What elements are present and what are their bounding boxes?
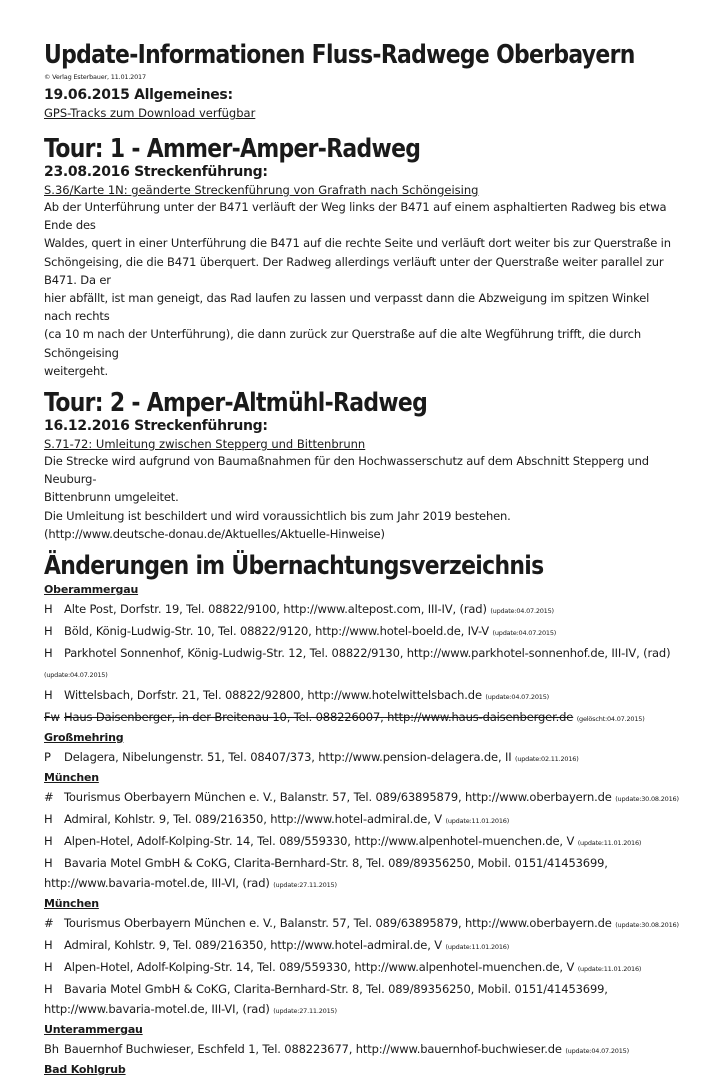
tour2-detour-link[interactable]: S.71-72: Umleitung zwischen Stepperg und Bittenbrunn <box>44 437 366 452</box>
accommodation-changes-list <box>44 583 680 1076</box>
entry-update-note: (update:30.08.2016) <box>615 795 679 804</box>
tour1-route-link[interactable]: S.36/Karte 1N: geänderte Streckenführung von Grafrath nach Schöngeising <box>44 183 479 197</box>
entry-type: H <box>44 602 53 617</box>
accommodation-entry <box>44 1039 680 1061</box>
document-title: Update-Informationen Fluss-Radwege Oberbayern <box>44 40 635 70</box>
entry-details: Alpen-Hotel, Adolf-Kolping-Str. 14, Tel. 089/559330, http://www.alpenhotel-muenchen.de, V <box>64 960 575 975</box>
entry-type: H <box>44 982 53 997</box>
entry-type: H <box>44 856 53 871</box>
copyright-notice: © Verlag Esterbauer, 11.01.2017 <box>44 73 146 81</box>
entry-type: H <box>44 688 53 703</box>
accommodation-entry <box>44 913 680 935</box>
tour1-date-heading: 23.08.2016 Streckenführung: <box>44 164 268 180</box>
tour1-line: (ca 10 m nach der Unterführung), die dann zurück zur Querstraße auf die alte Wegführung trifft, die durch Schöngeising <box>44 327 641 360</box>
entry-type: H <box>44 812 53 827</box>
entry-type: H <box>44 960 53 975</box>
tour1-line: Ab der Unterführung unter der B471 verläuft der Weg links der B471 auf einem asphaltierten Radweg bis etwa Ende des <box>44 200 667 233</box>
entry-update-note: (update:04.07.2015) <box>485 693 549 702</box>
accommodation-entry <box>44 747 680 769</box>
general-date-heading: 19.06.2015 Allgemeines: <box>44 87 233 103</box>
tour1-line: hier abfällt, ist man geneigt, das Rad laufen zu lassen und verpasst dann die Abzweigung im spitzen Winkel nach rechts <box>44 291 650 324</box>
tour2-date-heading: 16.12.2016 Streckenführung: <box>44 418 268 435</box>
entry-details: Haus Daisenberger, in der Breitenau 10, Tel. 088226007, http://www.haus-daisenberger.de <box>64 710 574 725</box>
entry-update-note: (update:04.07.2015) <box>490 607 554 616</box>
accommodation-entry <box>44 643 680 685</box>
entry-type: H <box>44 624 53 639</box>
entry-details: Delagera, Nibelungenstr. 51, Tel. 08407/373, http://www.pension-delagera.de, II <box>64 750 512 765</box>
entry-update-note: (update:27.11.2015) <box>273 1007 337 1016</box>
entry-update-note: (gelöscht:04.07.2015) <box>576 715 645 724</box>
entry-details: Bavaria Motel GmbH & CoKG, Clarita-Bernhard-Str. 8, Tel. 089/89356250, Mobil. 0151/41453699, http://www.bavaria-motel.de, III-VI, (rad) <box>44 982 608 1017</box>
entry-type: Fw <box>44 710 60 725</box>
tour1-description <box>44 198 680 380</box>
entry-details: Alpen-Hotel, Adolf-Kolping-Str. 14, Tel. 089/559330, http://www.alpenhotel-muenchen.de, V <box>64 834 575 849</box>
accommodation-entry <box>44 621 680 643</box>
tour2-line: Die Umleitung ist beschildert und wird voraussichtlich bis zum Jahr 2019 bestehen. <box>44 508 511 523</box>
entry-type: # <box>44 790 54 805</box>
entry-type: H <box>44 646 53 661</box>
accommodation-entry <box>44 809 680 831</box>
entry-update-note: (update:11.01.2016) <box>577 839 642 848</box>
entry-details: Bauernhof Buchwieser, Eschfeld 1, Tel. 088223677, http://www.bauernhof-buchwieser.de <box>64 1042 562 1057</box>
tour2-line: (http://www.deutsche-donau.de/Aktuelles/Aktuelle-Hinweise) <box>44 526 385 541</box>
gps-tracks-link[interactable]: GPS-Tracks zum Download verfügbar <box>44 106 256 120</box>
tour1-line: weitergeht. <box>44 363 108 378</box>
accommodation-entry <box>44 853 680 895</box>
entry-details: Admiral, Kohlstr. 9, Tel. 089/216350, http://www.hotel-admiral.de, V <box>64 812 442 827</box>
changes-title: Änderungen im Übernachtungsverzeichnis <box>44 551 544 582</box>
tour2-title: Tour: 2 - Amper-Altmühl-Radweg <box>44 388 428 419</box>
accommodation-entry <box>44 707 680 729</box>
entry-type: P <box>44 750 51 765</box>
entry-details: Tourismus Oberbayern München e. V., Balanstr. 57, Tel. 089/63895879, http://www.oberbayern.de <box>64 790 612 805</box>
tour1-title: Tour: 1 - Ammer-Amper-Radweg <box>44 134 421 164</box>
accommodation-entry <box>44 787 680 809</box>
entry-update-note: (update:04.07.2015) <box>492 629 557 638</box>
entry-update-note: (update:02.11.2016) <box>514 755 579 764</box>
entry-update-note: (update:27.11.2015) <box>273 881 337 890</box>
place-heading: Bad Kohlgrub <box>44 1063 126 1076</box>
accommodation-entry <box>44 599 680 621</box>
entry-update-note: (update:30.08.2016) <box>615 921 679 930</box>
entry-update-note: (update:11.01.2016) <box>445 943 510 952</box>
entry-details: Wittelsbach, Dorfstr. 21, Tel. 08822/92800, http://www.hotelwittelsbach.de <box>64 688 482 703</box>
tour2-line: Bittenbrunn umgeleitet. <box>44 490 179 505</box>
accommodation-entry <box>44 957 680 979</box>
place-heading: Unterammergau <box>44 1023 143 1037</box>
accommodation-entry <box>44 935 680 957</box>
entry-update-note: (update:11.01.2016) <box>445 817 510 826</box>
entry-type: H <box>44 834 53 849</box>
tour1-line: Schöngeising, die die B471 überquert. Der Radweg allerdings verläuft unter der Querstraße weiter parallel zur B471. Da er <box>44 254 664 287</box>
tour2-line: Die Strecke wird aufgrund von Baumaßnahmen für den Hochwasserschutz auf dem Abschnitt Stepperg und Neuburg- <box>44 454 649 487</box>
entry-update-note: (update:04.07.2015) <box>565 1047 629 1056</box>
entry-details: Alte Post, Dorfstr. 19, Tel. 08822/9100, http://www.altepost.com, III-IV, (rad) <box>64 602 487 617</box>
tour2-description <box>44 452 680 543</box>
entry-details: Admiral, Kohlstr. 9, Tel. 089/216350, http://www.hotel-admiral.de, V <box>64 938 442 953</box>
entry-details: Böld, König-Ludwig-Str. 10, Tel. 08822/9120, http://www.hotel-boeld.de, IV-V <box>64 624 490 639</box>
entry-details: Parkhotel Sonnenhof, König-Ludwig-Str. 12, Tel. 08822/9130, http://www.parkhotel-sonnenhof.de, III-IV, (rad) <box>64 646 671 661</box>
accommodation-entry <box>44 685 680 707</box>
place-heading: München <box>44 771 99 785</box>
entry-type: # <box>44 916 54 931</box>
accommodation-entry <box>44 831 680 853</box>
entry-details: Bavaria Motel GmbH & CoKG, Clarita-Bernhard-Str. 8, Tel. 089/89356250, Mobil. 0151/41453699, http://www.bavaria-motel.de, III-VI, (rad) <box>44 856 608 891</box>
entry-details: Tourismus Oberbayern München e. V., Balanstr. 57, Tel. 089/63895879, http://www.oberbayern.de <box>64 916 612 931</box>
entry-type: Bh <box>44 1042 59 1057</box>
place-heading: München <box>44 897 99 911</box>
entry-type: H <box>44 938 53 953</box>
accommodation-entry <box>44 979 680 1021</box>
place-heading: Großmehring <box>44 731 124 745</box>
entry-update-note: (update:11.01.2016) <box>577 965 642 974</box>
place-heading: Oberammergau <box>44 583 139 597</box>
tour1-line: Waldes, quert in einer Unterführung die B471 auf die rechte Seite und verläuft dort weiter bis zur Querstraße in <box>44 236 671 251</box>
entry-update-note: (update:04.07.2015) <box>44 671 108 680</box>
